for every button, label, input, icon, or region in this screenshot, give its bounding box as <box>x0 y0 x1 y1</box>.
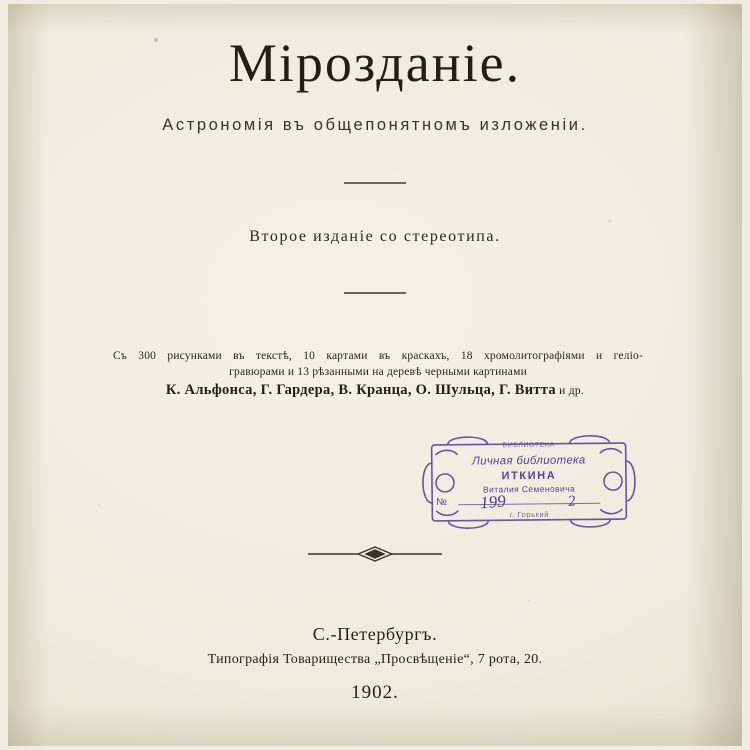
stamp-number-extra: 2 <box>567 493 577 510</box>
illustration-credits <box>113 348 643 380</box>
stamp-number-value: 199 <box>479 491 507 513</box>
stamp-top-arc: БИБЛИОТЕКА <box>502 441 555 450</box>
stamp-bottom-arc: г. Горький <box>509 509 550 520</box>
imprint-city: С.-Петербургъ. <box>312 624 438 644</box>
authors-suffix: и др. <box>555 385 585 397</box>
paper-surface <box>8 4 742 746</box>
authors-line <box>8 382 742 399</box>
credits-line-1: Съ 300 рисунками въ текстѣ, 10 картами въ краскахъ, 18 хромолитографіями и геліо- <box>113 350 643 362</box>
stamp-text-block <box>418 433 641 531</box>
library-ownership-stamp <box>418 433 641 531</box>
authors-names: К. Альфонса, Г. Гардера, В. Кранца, О. Шульца, Г. Витта <box>165 382 556 398</box>
imprint-publisher: Типографія Товарищества „Просвѣщеніе“, 7 рота, 20. <box>207 652 543 667</box>
stamp-line-1: Личная библиотека <box>471 454 586 468</box>
page-title: Мірозданіе. <box>228 33 522 93</box>
stamp-line-2: ИТКИНА <box>501 469 557 483</box>
title-page-content <box>8 4 742 746</box>
decorative-ornament <box>300 544 450 564</box>
page-subtitle: Астрономія въ общепонятномъ изложеніи. <box>162 116 588 134</box>
edition-statement: Второе изданіе со стереотипа. <box>249 228 501 245</box>
divider-rule-top <box>344 182 406 184</box>
credits-line-2: гравюрами и 13 рѣзанными на деревѣ черными картинами <box>229 366 527 378</box>
divider-rule-bottom <box>344 292 406 294</box>
stamp-number-label: № <box>436 496 448 508</box>
stamp-line-3: Виталия Семеновича <box>482 483 576 495</box>
ornament-icon <box>300 544 450 564</box>
imprint-year: 1902. <box>351 682 399 703</box>
